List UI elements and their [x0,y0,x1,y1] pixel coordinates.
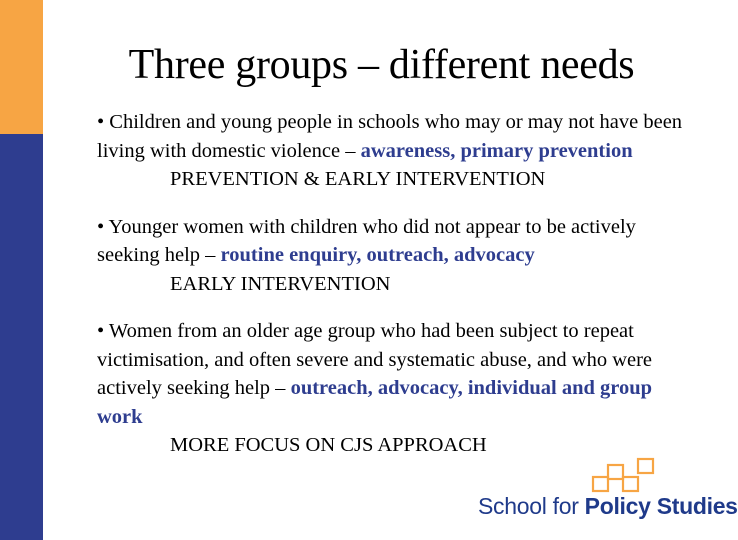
blue-accent-bar [0,134,43,540]
group-older-women-text: • Women from an older age group who had been subject to repeat victimisation, and often severe and systematic abuse, and who were actively seeking help – [97,320,653,399]
group-younger-women [97,213,697,299]
slide-content [97,108,697,460]
group-older-women-category: MORE FOCUS ON CJS APPROACH [170,434,487,456]
slide-title: Three groups – different needs [128,42,635,88]
group-younger-women-highlight: routine enquiry, outreach, advocacy [220,244,535,266]
school-for-policy-studies-logo [478,456,738,520]
group-older-women-highlight: outreach, advocacy, individual and group work [97,377,653,428]
group-children-highlight: awareness, primary prevention [360,139,633,162]
group-children [97,108,697,194]
group-younger-women-category: EARLY INTERVENTION [170,272,391,295]
logo-squares-icon [478,456,714,496]
orange-accent-bar [0,0,43,134]
group-older-women [97,317,697,460]
logo-wordmark [478,492,738,520]
logo-word-school: School for [478,493,585,519]
group-younger-women-text: • Younger women with children who did not appear to be actively seeking help – [97,215,636,266]
group-children-text: • Children and young people in schools who may or may not have been living with domestic violence – [97,111,683,162]
logo-word-policy: Policy Studies [584,493,738,519]
group-children-category: PREVENTION & EARLY INTERVENTION [170,168,546,190]
